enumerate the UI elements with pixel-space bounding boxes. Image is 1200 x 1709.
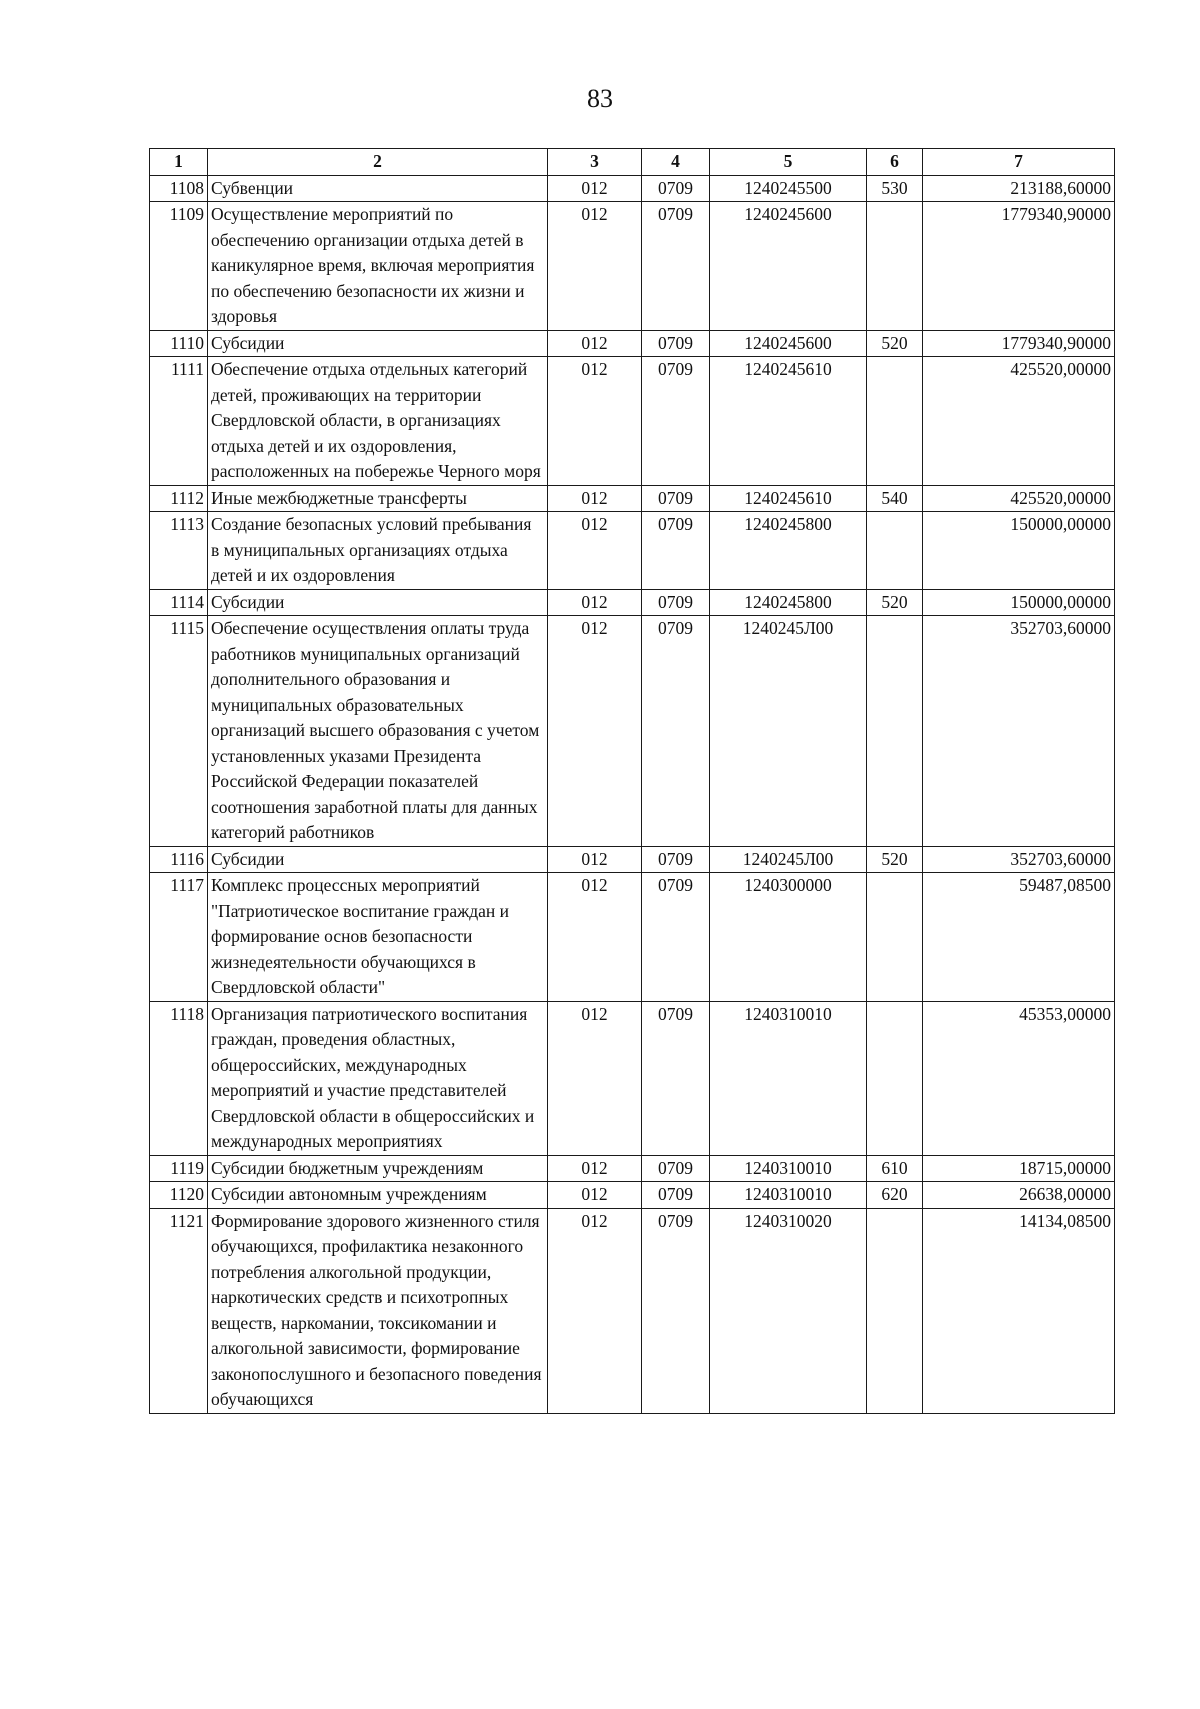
row-number: 1115 [150, 616, 208, 847]
row-col6: 530 [867, 175, 923, 202]
row-col5: 1240245610 [710, 485, 867, 512]
row-description: Формирование здорового жизненного стиля обучающихся, профилактика незаконного потребления алкогольной продукции, наркотических средств и психотропных веществ, наркомании, токсикомании и алкогольной зависимости, формирование законопослушного и безопасного поведения обучающихся [208, 1208, 548, 1413]
row-col3: 012 [548, 1001, 642, 1155]
row-col6: 520 [867, 589, 923, 616]
row-col3: 012 [548, 1208, 642, 1413]
row-col3: 012 [548, 485, 642, 512]
row-description: Субсидии бюджетным учреждениям [208, 1155, 548, 1182]
row-col6: 520 [867, 846, 923, 873]
row-description: Обеспечение осуществления оплаты труда работников муниципальных организаций дополнительного образования и муниципальных образовательных организаций высшего образования с учетом установленных указами Президента Российской Федерации показателей соотношения заработной платы для данных категорий работников [208, 616, 548, 847]
row-number: 1114 [150, 589, 208, 616]
row-description: Обеспечение отдыха отдельных категорий детей, проживающих на территории Свердловской области, в организациях отдыха детей и их оздоровления, расположенных на побережье Черного моря [208, 357, 548, 486]
row-col3: 012 [548, 512, 642, 590]
table-row [150, 1001, 1115, 1155]
row-col4: 0709 [642, 616, 710, 847]
row-col4: 0709 [642, 175, 710, 202]
row-col4: 0709 [642, 330, 710, 357]
row-number: 1111 [150, 357, 208, 486]
row-col6 [867, 1001, 923, 1155]
row-col5: 1240300000 [710, 873, 867, 1002]
row-number: 1109 [150, 202, 208, 331]
table-row [150, 1208, 1115, 1413]
row-col5: 1240245Л00 [710, 846, 867, 873]
row-col6 [867, 202, 923, 331]
row-col4: 0709 [642, 1001, 710, 1155]
table-row [150, 175, 1115, 202]
table-row [150, 1155, 1115, 1182]
row-col3: 012 [548, 202, 642, 331]
row-amount: 1779340,90000 [923, 202, 1115, 331]
row-number: 1118 [150, 1001, 208, 1155]
row-amount: 352703,60000 [923, 846, 1115, 873]
row-amount: 1779340,90000 [923, 330, 1115, 357]
column-header-5: 5 [710, 149, 867, 176]
row-amount: 425520,00000 [923, 485, 1115, 512]
row-number: 1108 [150, 175, 208, 202]
row-col6 [867, 1208, 923, 1413]
row-col6: 540 [867, 485, 923, 512]
row-amount: 425520,00000 [923, 357, 1115, 486]
row-col5: 1240310010 [710, 1155, 867, 1182]
row-col4: 0709 [642, 202, 710, 331]
row-col3: 012 [548, 357, 642, 486]
row-amount: 150000,00000 [923, 589, 1115, 616]
row-col4: 0709 [642, 1182, 710, 1209]
row-col4: 0709 [642, 1155, 710, 1182]
row-number: 1120 [150, 1182, 208, 1209]
row-number: 1117 [150, 873, 208, 1002]
table-row [150, 485, 1115, 512]
row-description: Комплекс процессных мероприятий "Патриотическое воспитание граждан и формирование основ безопасности жизнедеятельности обучающихся в Свердловской области" [208, 873, 548, 1002]
row-col4: 0709 [642, 512, 710, 590]
row-col3: 012 [548, 175, 642, 202]
row-col5: 1240245600 [710, 202, 867, 331]
row-col3: 012 [548, 589, 642, 616]
row-col3: 012 [548, 616, 642, 847]
row-col5: 1240310010 [710, 1001, 867, 1155]
row-col3: 012 [548, 846, 642, 873]
column-header-4: 4 [642, 149, 710, 176]
budget-table [149, 148, 1115, 1414]
row-amount: 352703,60000 [923, 616, 1115, 847]
column-header-1: 1 [150, 149, 208, 176]
row-amount: 213188,60000 [923, 175, 1115, 202]
column-header-7: 7 [923, 149, 1115, 176]
column-header-2: 2 [208, 149, 548, 176]
table-row [150, 357, 1115, 486]
column-header-6: 6 [867, 149, 923, 176]
row-col6: 520 [867, 330, 923, 357]
row-description: Создание безопасных условий пребывания в муниципальных организациях отдыха детей и их оздоровления [208, 512, 548, 590]
row-col5: 1240245610 [710, 357, 867, 486]
row-amount: 14134,08500 [923, 1208, 1115, 1413]
row-col5: 1240245800 [710, 512, 867, 590]
table-row [150, 202, 1115, 331]
row-col5: 1240245Л00 [710, 616, 867, 847]
row-amount: 150000,00000 [923, 512, 1115, 590]
row-col6 [867, 512, 923, 590]
row-col6 [867, 357, 923, 486]
row-col6 [867, 873, 923, 1002]
row-col6 [867, 616, 923, 847]
row-col5: 1240245500 [710, 175, 867, 202]
row-amount: 26638,00000 [923, 1182, 1115, 1209]
row-col4: 0709 [642, 485, 710, 512]
row-col3: 012 [548, 1182, 642, 1209]
table-row [150, 616, 1115, 847]
row-amount: 59487,08500 [923, 873, 1115, 1002]
row-amount: 45353,00000 [923, 1001, 1115, 1155]
row-number: 1121 [150, 1208, 208, 1413]
row-number: 1119 [150, 1155, 208, 1182]
table-row [150, 589, 1115, 616]
row-description: Субсидии [208, 589, 548, 616]
table-row [150, 1182, 1115, 1209]
row-col5: 1240310020 [710, 1208, 867, 1413]
row-col4: 0709 [642, 357, 710, 486]
row-col6: 620 [867, 1182, 923, 1209]
row-col4: 0709 [642, 589, 710, 616]
row-col4: 0709 [642, 1208, 710, 1413]
row-col5: 1240310010 [710, 1182, 867, 1209]
row-col4: 0709 [642, 846, 710, 873]
row-col5: 1240245800 [710, 589, 867, 616]
row-number: 1110 [150, 330, 208, 357]
table-row [150, 512, 1115, 590]
row-number: 1112 [150, 485, 208, 512]
row-description: Субвенции [208, 175, 548, 202]
row-amount: 18715,00000 [923, 1155, 1115, 1182]
page-number: 83 [587, 84, 613, 113]
row-description: Субсидии [208, 846, 548, 873]
table-row [150, 873, 1115, 1002]
row-col3: 012 [548, 330, 642, 357]
row-description: Субсидии [208, 330, 548, 357]
row-description: Осуществление мероприятий по обеспечению организации отдыха детей в каникулярное время, включая мероприятия по обеспечению безопасности их жизни и здоровья [208, 202, 548, 331]
row-description: Иные межбюджетные трансферты [208, 485, 548, 512]
row-description: Организация патриотического воспитания граждан, проведения областных, общероссийских, международных мероприятий и участие представителей Свердловской области в общероссийских и международных мероприятиях [208, 1001, 548, 1155]
header-row [150, 149, 1115, 176]
row-col3: 012 [548, 1155, 642, 1182]
row-col5: 1240245600 [710, 330, 867, 357]
column-header-3: 3 [548, 149, 642, 176]
row-number: 1116 [150, 846, 208, 873]
row-col4: 0709 [642, 873, 710, 1002]
row-col3: 012 [548, 873, 642, 1002]
row-number: 1113 [150, 512, 208, 590]
row-description: Субсидии автономным учреждениям [208, 1182, 548, 1209]
table-row [150, 846, 1115, 873]
row-col6: 610 [867, 1155, 923, 1182]
table-row [150, 330, 1115, 357]
